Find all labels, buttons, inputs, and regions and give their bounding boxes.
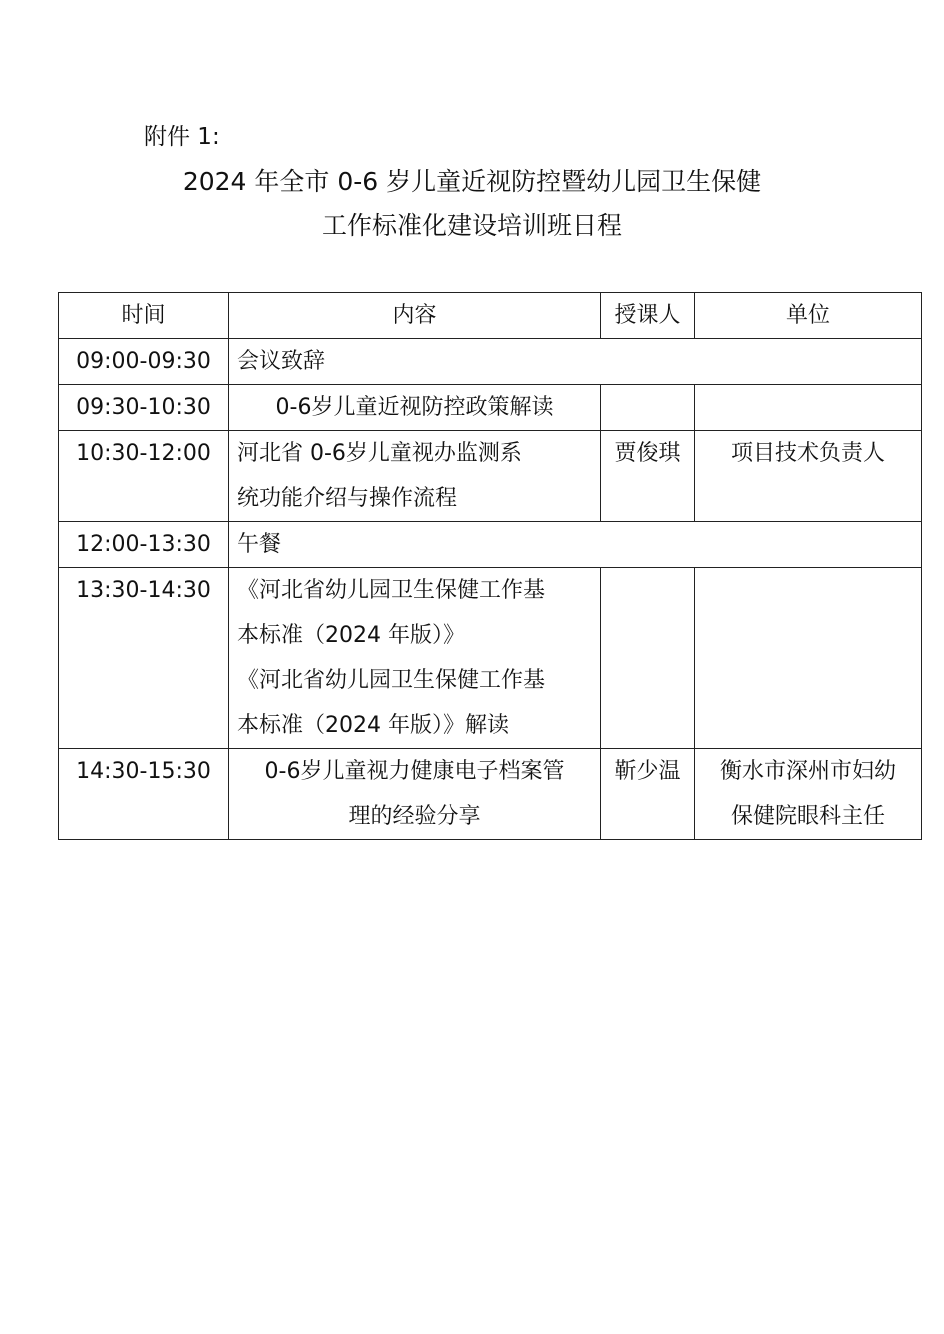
content-line: 河北省 0-6岁儿童视办监测系 bbox=[237, 441, 522, 466]
content-line: 统功能介绍与操作流程 bbox=[237, 486, 458, 511]
lecturer-cell: 贾俊琪 bbox=[601, 431, 695, 522]
unit-cell bbox=[695, 749, 922, 840]
content-line: 本标准（2024 年版）》 bbox=[237, 623, 465, 648]
lecturer-cell: 靳少温 bbox=[601, 749, 695, 840]
content-line: 本标准（2024 年版）》解读 bbox=[237, 713, 509, 738]
header-content: 内容 bbox=[229, 293, 601, 339]
unit-cell: 项目技术负责人 bbox=[695, 431, 922, 522]
content-cell bbox=[229, 431, 601, 522]
table-row bbox=[59, 568, 922, 749]
content-line: 《河北省幼儿园卫生保健工作基 bbox=[237, 578, 546, 603]
content-cell: 0-6岁儿童近视防控政策解读 bbox=[229, 385, 601, 431]
lecturer-cell bbox=[601, 568, 695, 749]
table-row bbox=[59, 385, 922, 431]
content-cell bbox=[229, 568, 601, 749]
table-row bbox=[59, 749, 922, 840]
time-cell: 09:30-10:30 bbox=[59, 385, 229, 431]
header-unit: 单位 bbox=[695, 293, 922, 339]
content-cell: 午餐 bbox=[229, 522, 922, 568]
content-line: 0-6岁儿童视力健康电子档案管 bbox=[264, 759, 565, 784]
content-line: 《河北省幼儿园卫生保健工作基 bbox=[237, 668, 546, 693]
time-cell: 14:30-15:30 bbox=[59, 749, 229, 840]
content-cell: 会议致辞 bbox=[229, 339, 922, 385]
unit-cell bbox=[695, 568, 922, 749]
time-cell: 13:30-14:30 bbox=[59, 568, 229, 749]
header-lecturer: 授课人 bbox=[601, 293, 695, 339]
unit-cell bbox=[695, 385, 922, 431]
time-cell: 10:30-12:00 bbox=[59, 431, 229, 522]
time-cell: 09:00-09:30 bbox=[59, 339, 229, 385]
attachment-label: 附件 1: bbox=[144, 124, 220, 150]
header-time: 时间 bbox=[59, 293, 229, 339]
unit-line: 保健院眼科主任 bbox=[730, 804, 885, 829]
content-line: 理的经验分享 bbox=[348, 804, 481, 829]
schedule-table bbox=[58, 292, 922, 840]
lecturer-cell bbox=[601, 385, 695, 431]
table-row bbox=[59, 522, 922, 568]
time-cell: 12:00-13:30 bbox=[59, 522, 229, 568]
content-cell bbox=[229, 749, 601, 840]
table-row bbox=[59, 339, 922, 385]
table-header-row bbox=[59, 293, 922, 339]
unit-line: 衡水市深州市妇幼 bbox=[719, 759, 896, 784]
document-title-line-1: 2024 年全市 0-6 岁儿童近视防控暨幼儿园卫生保健 bbox=[182, 167, 762, 196]
table-row bbox=[59, 431, 922, 522]
document-title-line-2: 工作标准化建设培训班日程 bbox=[321, 211, 622, 240]
